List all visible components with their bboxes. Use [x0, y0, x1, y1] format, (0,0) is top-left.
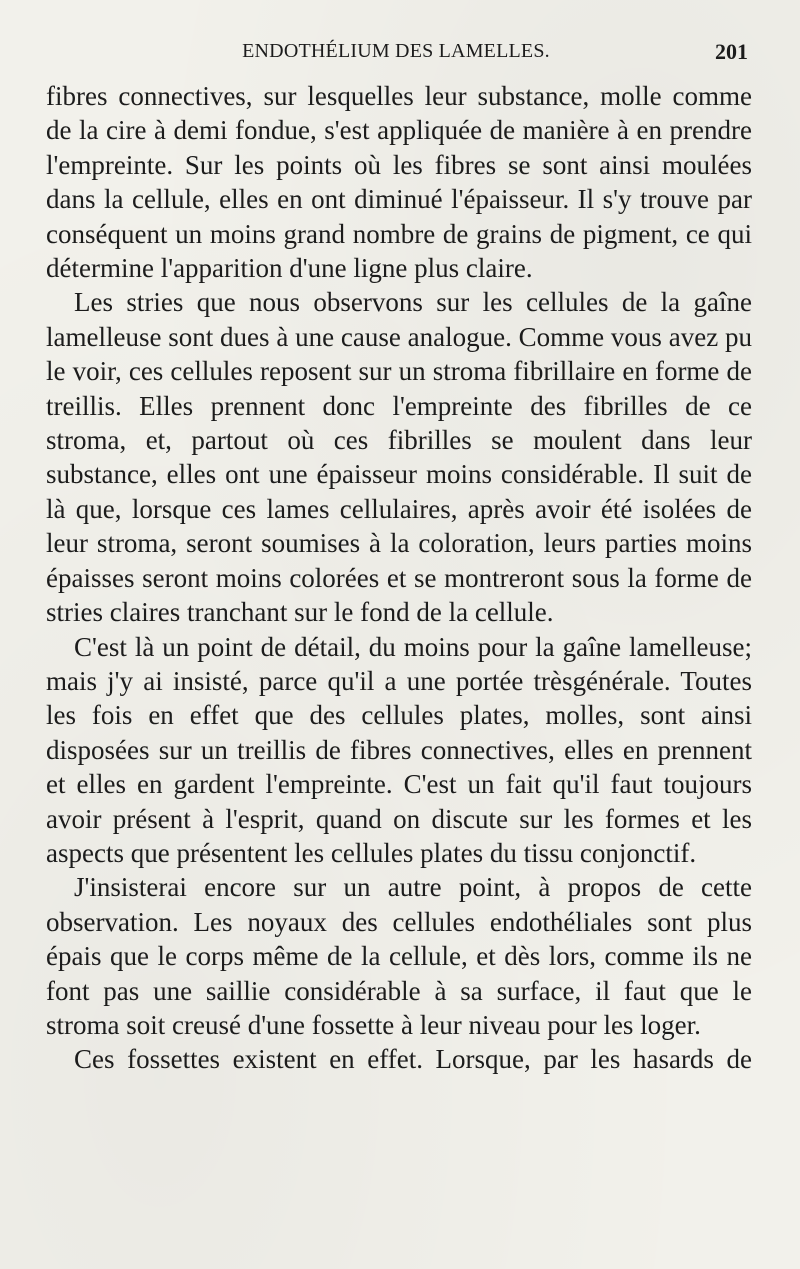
paragraph-noyaux: J'insisterai encore sur un autre point, à propos de cette observation. Les noyaux des cellules endothéliales sont plus épais que le corps même de la cellule, et dès lors, comme ils ne font pas une saillie considérable à sa surface, il faut que le stroma soit creusé d'une fossette à leur niveau pour les loger. [46, 872, 752, 1040]
page-header [46, 40, 746, 72]
paragraph-stries: Les stries que nous observons sur les cellules de la gaîne lamelleuse sont dues à une cause analogue. Comme vous avez pu le voir, ces cellules reposent sur un stroma fibrillaire en forme de treillis. Elles prennent donc l'empreinte des fibrilles de ce stroma, et, partout où ces fibrilles se moulent dans leur substance, elles ont une épaisseur moins considérable. Il suit de là que, lorsque ces lames cellulaires, après avoir été isolées de leur stroma, seront soumises à la coloration, leurs parties moins épaisses seront moins colorées et se montreront sous la forme de stries claires tranchant sur le fond de la cellule. [46, 287, 752, 628]
paragraph-continuation: fibres connectives, sur lesquelles leur substance, molle comme de la cire à demi fondue, s'est appliquée de manière à en prendre l'empreinte. Sur les points où les fibres se sont ainsi moulées dans la cellule, elles en ont diminué l'épaisseur. Il s'y trouve par conséquent un moins grand nombre de grains de pigment, ce qui détermine l'apparition d'une ligne plus claire. [46, 81, 752, 284]
paragraph-point-de-detail: C'est là un point de détail, du moins pour la gaîne lamelleuse; mais j'y ai insisté, parce qu'il a une portée trèsgénérale. Toutes les fois en effet que des cellules plates, molles, sont ainsi disposées sur un treillis de fibres connectives, elles en prennent et elles en gardent l'empreinte. C'est un fait qu'il faut toujours avoir présent à l'esprit, quand on discute sur les formes et les aspects que présentent les cellules plates du tissu conjonctif. [46, 631, 752, 868]
page-number: 201 [715, 39, 748, 64]
running-title: ENDOTHÉLIUM DES LAMELLES. [242, 40, 550, 62]
body-text [46, 79, 752, 1077]
paragraph-fossettes: Ces fossettes existent en effet. Lorsque, par les hasards de [74, 1044, 752, 1075]
